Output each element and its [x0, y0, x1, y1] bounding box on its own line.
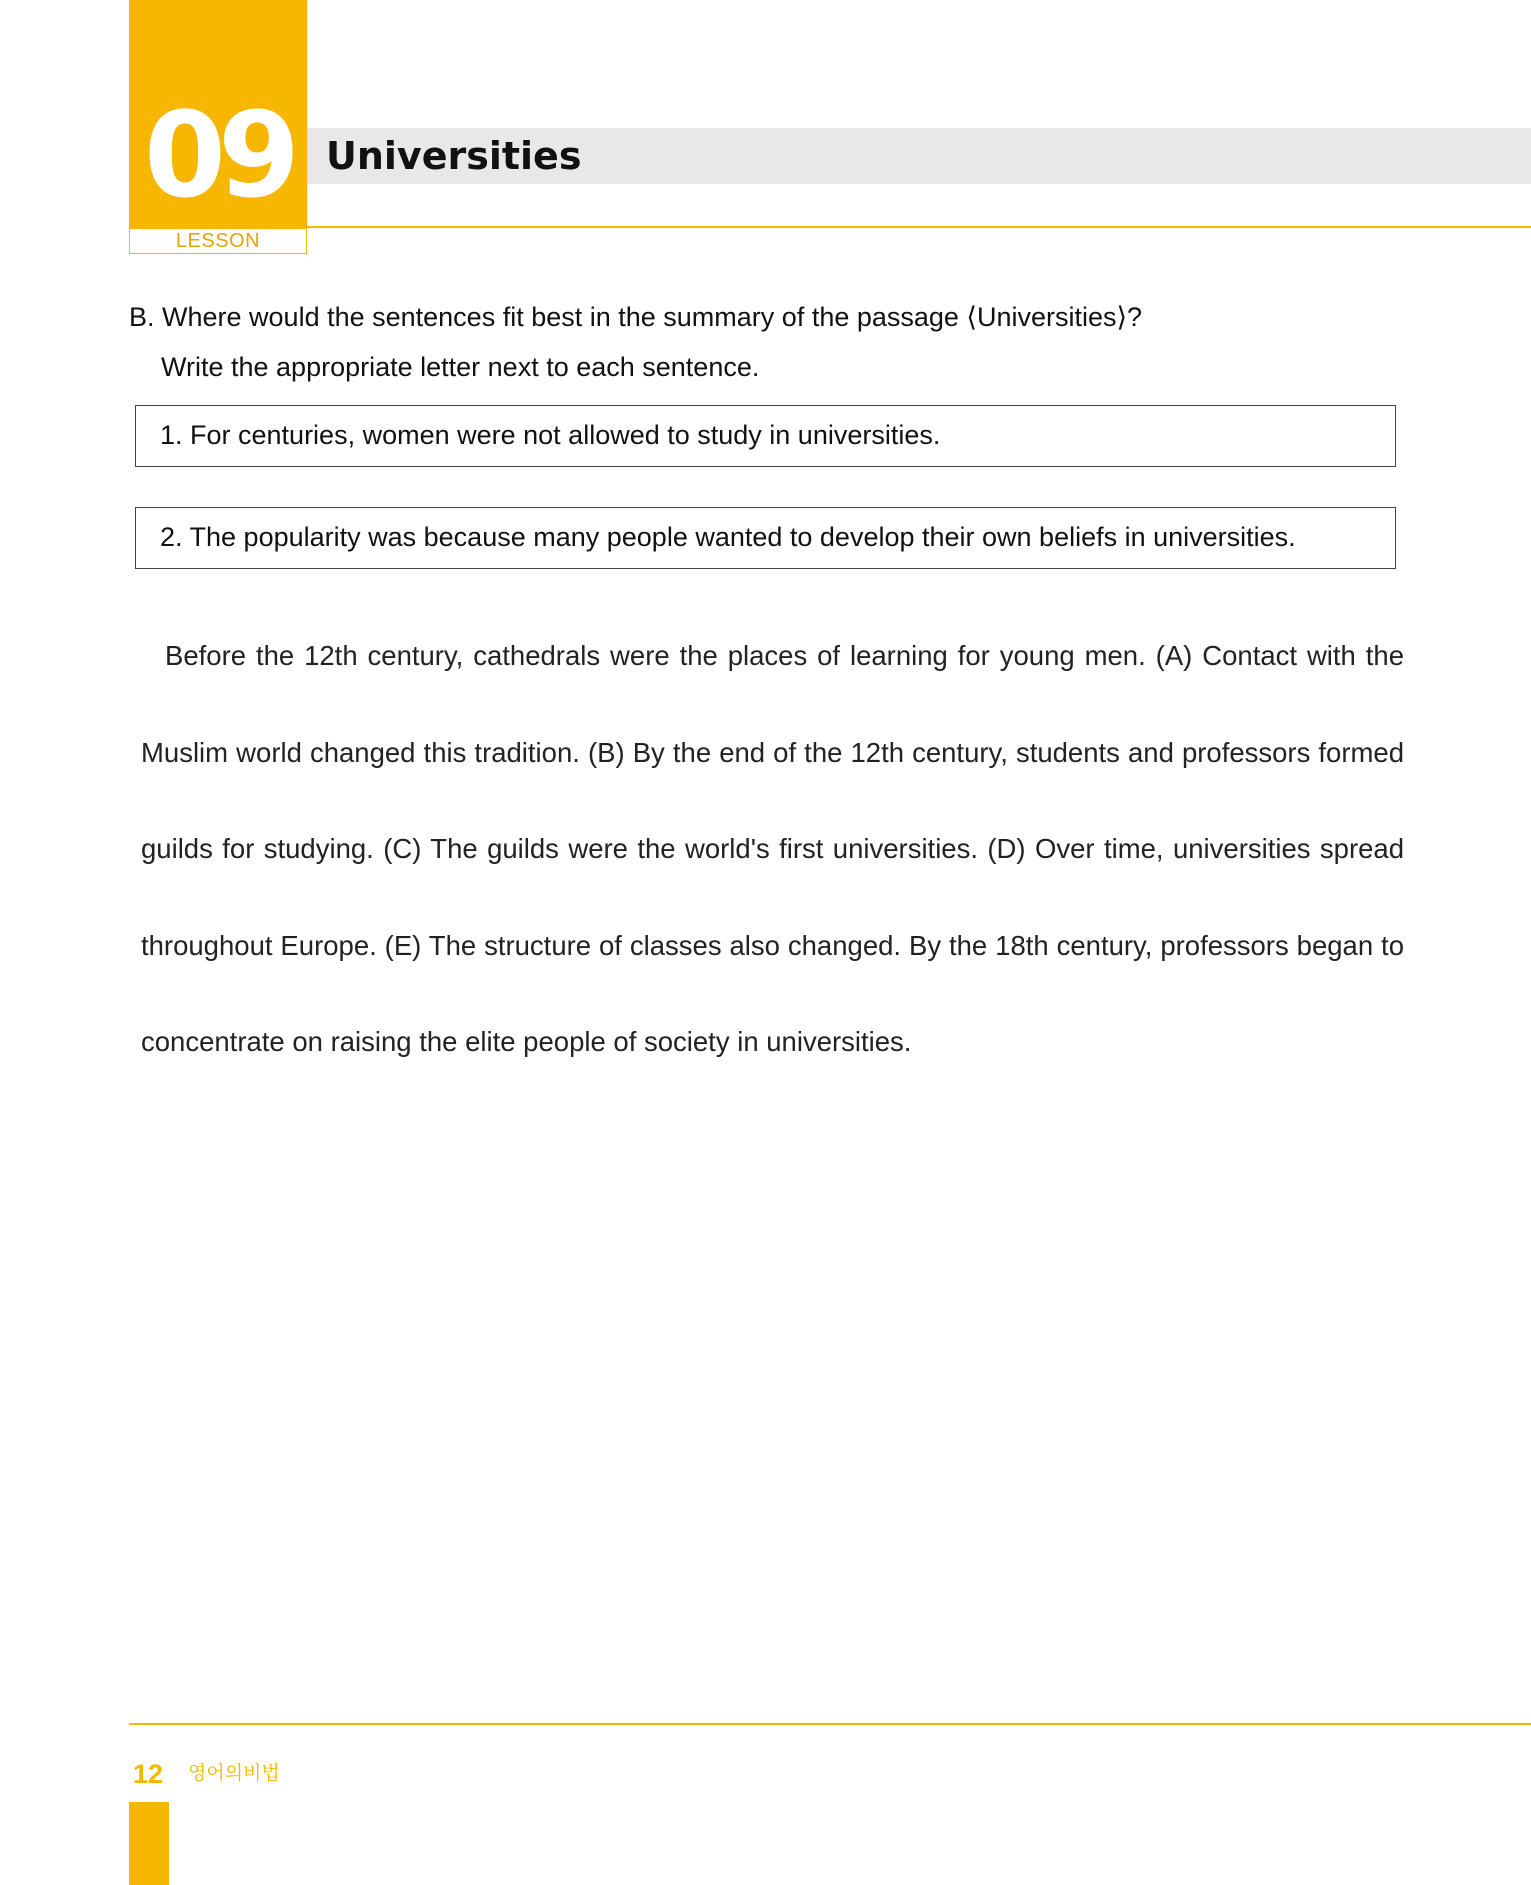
header-divider	[307, 226, 1531, 228]
reading-passage: Before the 12th century, cathedrals were the places of learning for young men. (A) Contact with the Muslim world changed this tradition. (B) By the end of the 12th century, students and professors formed guilds for studying. (C) The guilds were the world's first universities. (D) Over time, universities spread throughout Europe. (E) The structure of classes also changed. By the 18th century, professors began to concentrate on raising the elite people of society in universities.	[141, 640, 1404, 1057]
footer-tab	[129, 1802, 169, 1885]
exercise-instruction	[129, 292, 1429, 392]
lesson-label: LESSON	[129, 228, 307, 254]
footer-divider	[129, 1723, 1531, 1725]
lesson-number: 09	[143, 86, 293, 224]
page-title: Universities	[326, 134, 582, 178]
instruction-line-1: B. Where would the sentences fit best in the summary of the passage ⟨Universities⟩?	[129, 302, 1143, 332]
book-title: 영어의비법	[188, 1763, 280, 1784]
sentence-box-1: 1. For centuries, women were not allowed to study in universities.	[135, 405, 1396, 467]
page-number: 12	[133, 1759, 164, 1789]
instruction-line-2: Write the appropriate letter next to each sentence.	[161, 352, 760, 382]
sentence-box-2: 2. The popularity was because many people wanted to develop their own beliefs in universities.	[135, 507, 1396, 569]
